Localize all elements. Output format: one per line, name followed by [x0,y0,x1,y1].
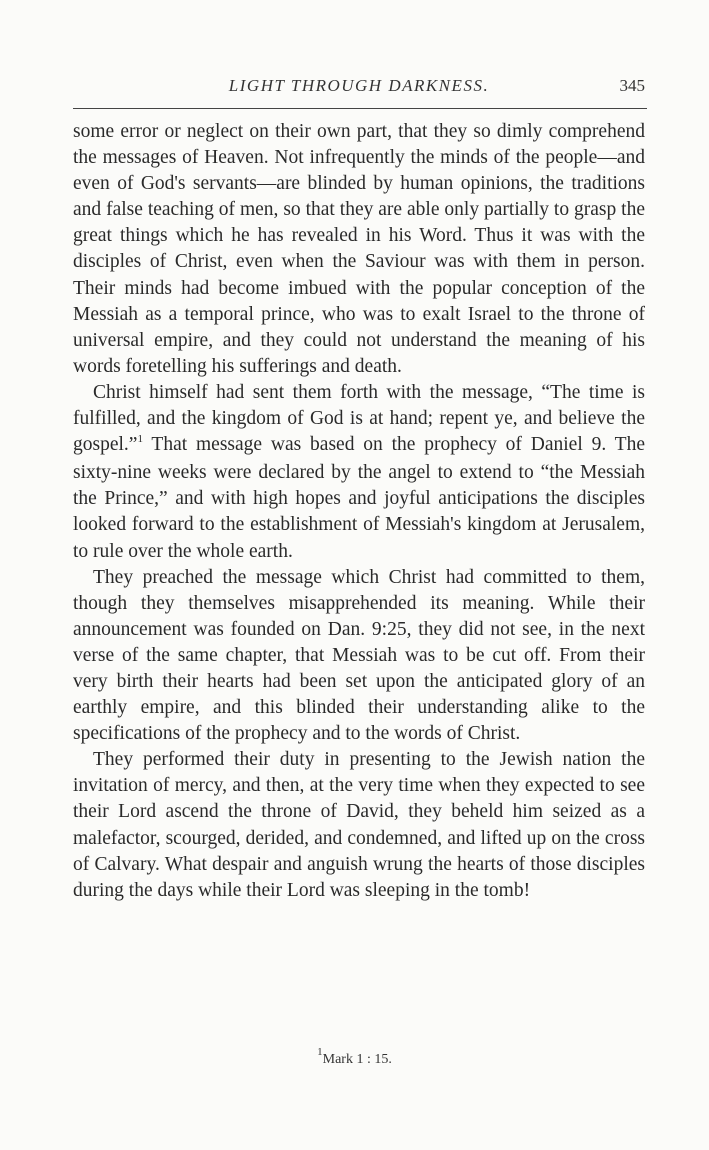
footnote-text: Mark 1 : 15. [322,1052,392,1067]
header-rule [73,108,647,109]
footnote [0,1046,709,1068]
running-title: LIGHT THROUGH DARKNESS. [228,76,490,95]
page-number: 345 [619,76,645,95]
footnote-reference: 1 [137,433,143,446]
paragraph-3: They preached the message which Christ had committed to them, though they themselves misapprehended its meaning. While their announcement was founded on Dan. 9:25, they did not see, in the next verse of the same chapter, that Messiah was to be cut off. From their very birth their hearts had been set upon the anticipated glory of an earthly empire, and this blinded their understanding alike to the specifications of the prophecy and to the words of Christ. [73,566,645,745]
footnote-marker: 1 [317,1046,323,1058]
paragraph-1: some error or neglect on their own part, that they so dimly comprehend the messages of Heaven. Not infrequently the minds of the people—and even of God's servants—are blinded by human opinions, the traditions and false teaching of men, so that they are able only partially to grasp the great things which he has revealed in his Word. Thus it was with the disciples of Christ, even when the Saviour was with them in person. Their minds had become imbued with the popular conception of the Messiah as a temporal prince, who was to exalt Israel to the throne of universal empire, and they could not understand the meaning of his words foretelling his sufferings and death. [73,121,645,377]
paragraph-4: They performed their duty in presenting to the Jewish nation the invitation of mercy, and then, at the very time when they expected to see their Lord ascend the throne of David, they beheld him seized as a malefactor, scourged, derided, and condemned, and lifted up on the cross of Calvary. What despair and anguish wrung the hearts of those disciples during the days while their Lord was sleeping in the tomb! [73,749,645,901]
paragraph-2-text-after-note: That message was based on the prophecy of Daniel 9. The sixty-nine weeks were declared by the angel to extend to “the Messiah the Prince,” and with high hopes and joyful anticipations the disciples looked forward to the establishment of Messiah's kingdom at Jerusalem, to rule over the whole earth. [73,434,645,562]
page-header [73,74,645,104]
paragraph-2 [73,380,645,565]
body-text [73,119,645,904]
paragraph-2-text-before-note: Christ himself had sent them forth with the message, “The time is fulfilled, and the kingdom of God is at hand; repent ye, and believe the gospel.” [73,381,645,456]
